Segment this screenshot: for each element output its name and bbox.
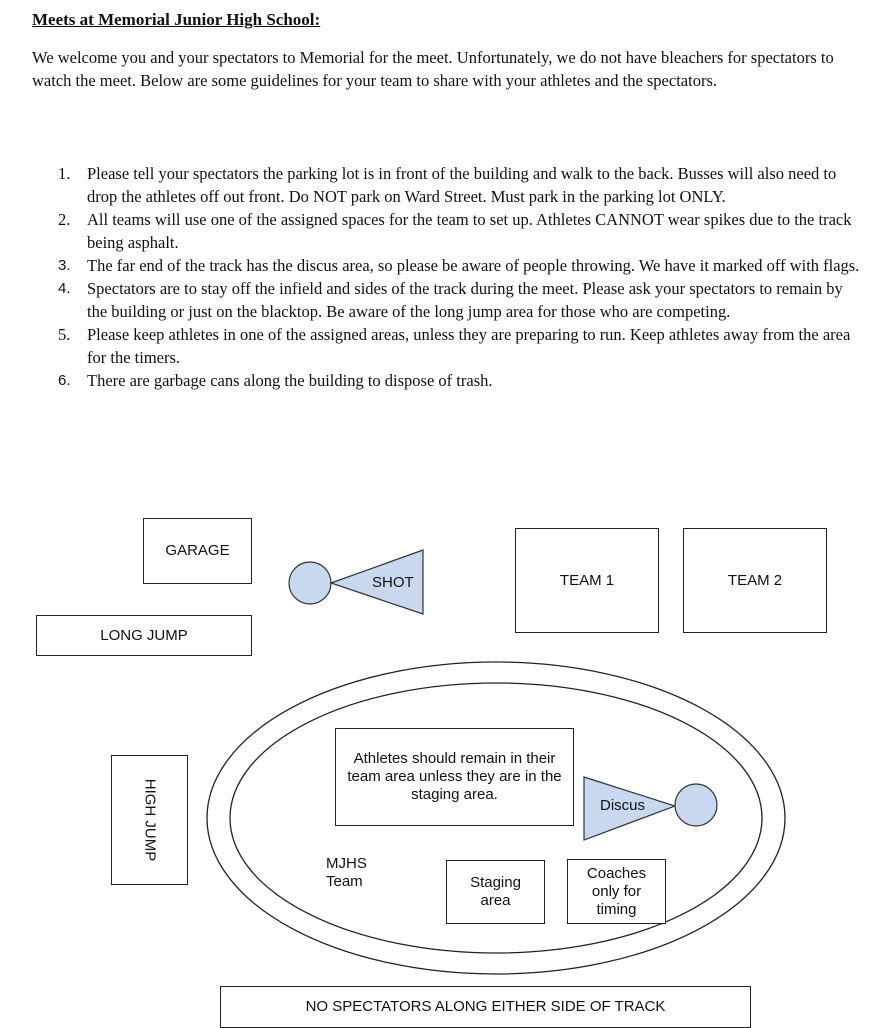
guideline-text: Please tell your spectators the parking lot is in front of the building and walk to the back. Busses will also need to drop the athletes off out front. Do NOT park on Ward Street. Must park in the parking lot ONLY. <box>87 164 837 206</box>
guideline-item <box>32 323 862 369</box>
guideline-text: All teams will use one of the assigned spaces for the team to set up. Athletes CANNOT wear spikes due to the track being asphalt. <box>87 210 852 252</box>
guideline-number: 4. <box>58 280 71 297</box>
shot-label: SHOT <box>372 574 414 591</box>
no-spectators-banner: NO SPECTATORS ALONG EITHER SIDE OF TRACK <box>220 986 751 1028</box>
discus-circle <box>675 784 717 826</box>
high-jump-label: HIGH JUMP <box>141 778 159 862</box>
mjhs-team-line: MJHS <box>326 855 367 872</box>
guideline-text: The far end of the track has the discus area, so please be aware of people throwing. We have it marked off with flags. <box>87 256 860 275</box>
guideline-number: 3. <box>58 257 71 274</box>
guideline-item <box>32 277 862 323</box>
guideline-item <box>32 369 862 392</box>
staging-area-box <box>446 860 545 924</box>
shot-circle <box>289 562 331 604</box>
guideline-number: 6. <box>58 372 71 389</box>
athletes-note-box: Athletes should remain in their team area unless they are in the staging area. <box>335 728 574 826</box>
staging-line: area <box>480 892 511 909</box>
guideline-number: 5. <box>58 325 71 344</box>
guideline-item <box>32 208 862 254</box>
long-jump-area: LONG JUMP <box>36 615 252 656</box>
garage-box: GARAGE <box>143 518 252 584</box>
coaches-timing-box <box>567 859 666 924</box>
mjhs-team-label <box>326 855 367 891</box>
guideline-item <box>32 162 862 208</box>
guideline-text: Spectators are to stay off the infield and sides of the track during the meet. Please ask your spectators to remain by the building or just on the blacktop. Be aware of the long jump area for those who are competing. <box>87 279 843 321</box>
guideline-text: There are garbage cans along the building to dispose of trash. <box>87 371 493 390</box>
mjhs-team-line: Team <box>326 873 363 890</box>
guideline-text: Please keep athletes in one of the assigned areas, unless they are preparing to run. Keep athletes away from the area for the timers. <box>87 325 851 367</box>
page-title: Meets at Memorial Junior High School: <box>32 10 321 29</box>
guidelines-list <box>32 162 862 392</box>
discus-label: Discus <box>600 797 646 814</box>
guideline-number: 1. <box>58 164 71 183</box>
staging-line: Staging <box>470 874 521 891</box>
coaches-line: Coaches <box>586 864 647 882</box>
coaches-line: timing <box>596 900 637 918</box>
team-1-area: TEAM 1 <box>515 528 659 633</box>
guideline-number: 2. <box>58 210 71 229</box>
team-2-area: TEAM 2 <box>683 528 827 633</box>
high-jump-area <box>111 755 188 885</box>
guideline-item <box>32 254 862 277</box>
intro-paragraph: We welcome you and your spectators to Memorial for the meet. Unfortunately, we do not have bleachers for spectators to watch the meet. Below are some guidelines for your team to share with your athletes and the spectators. <box>32 48 834 90</box>
coaches-line: only for <box>591 882 642 900</box>
